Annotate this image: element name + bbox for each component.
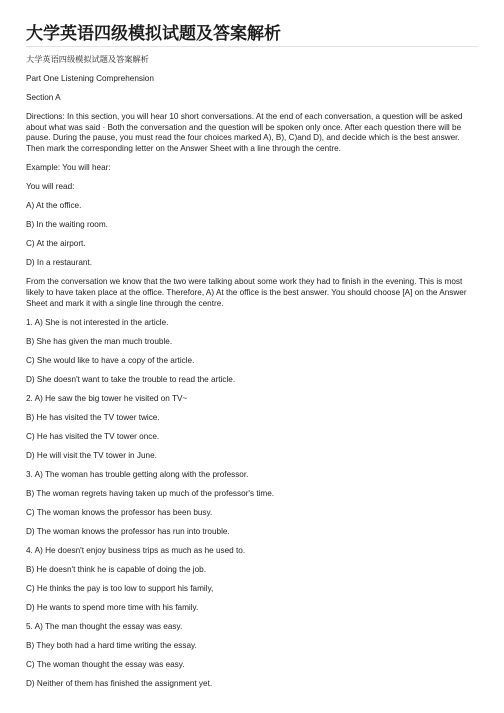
body-paragraph: B) He doesn't think he is capable of doing the job.	[26, 564, 206, 574]
body-paragraph: B) In the waiting room.	[26, 220, 108, 230]
body-paragraph: 4. A) He doesn't enjoy business trips as much as he used to.	[26, 545, 246, 555]
body-paragraph: B) The woman regrets having taken up much of the professor's time.	[26, 488, 275, 498]
body-paragraph: B) He has visited the TV tower twice.	[26, 412, 160, 422]
body-paragraph: 1. A) She is not interested in the article.	[26, 317, 169, 327]
body-paragraph: A) At the office.	[26, 201, 82, 211]
body-paragraph: C) The woman knows the professor has been busy.	[26, 507, 213, 517]
body-paragraph: C) He has visited the TV tower once.	[26, 431, 160, 441]
body-paragraph: D) She doesn't want to take the trouble to read the article.	[26, 374, 236, 384]
body-paragraph: Section A	[26, 93, 61, 102]
body-paragraph: C) He thinks the pay is too low to support his family,	[26, 583, 214, 593]
body-paragraph: 2. A) He saw the big tower he visited on TV~	[26, 393, 188, 403]
body-paragraph: 3. A) The woman has trouble getting along with the professor.	[26, 469, 249, 479]
body-paragraph: D) Neither of them has finished the assignment yet.	[26, 678, 213, 688]
body-paragraph: 大学英语四级模拟试题及答案解析	[26, 55, 149, 64]
document-body	[26, 55, 478, 698]
body-paragraph: C) The woman thought the essay was easy.	[26, 659, 185, 669]
body-paragraph: D) In a restaurant.	[26, 258, 92, 268]
body-paragraph: D) He wants to spend more time with his family.	[26, 602, 199, 612]
body-paragraph: Part One Listening Comprehension	[26, 74, 154, 83]
body-paragraph: 5. A) The man thought the essay was easy.	[26, 621, 183, 631]
body-paragraph: D) He will visit the TV tower in June.	[26, 450, 157, 460]
body-paragraph: You will read:	[26, 182, 75, 192]
body-paragraph: C) She would like to have a copy of the article.	[26, 355, 195, 365]
body-paragraph: From the conversation we know that the two were talking about some work they had to finish in the evening. This is most likely to have taken place at the office. Therefore, A) At the office is the best answer. You should choose [A] on the Answer Sheet and mark it with a single line through the centre.	[26, 277, 467, 308]
body-paragraph: Example: You will hear:	[26, 163, 111, 173]
body-paragraph: C) At the airport.	[26, 239, 86, 249]
body-paragraph: D) The woman knows the professor has run into trouble.	[26, 526, 230, 536]
document-title: 大学英语四级模拟试题及答案解析	[26, 24, 281, 44]
body-paragraph: B) She has given the man much trouble.	[26, 336, 173, 346]
body-paragraph: Directions: In this section, you will hear 10 short conversations. At the end of each conversation, a question will be asked about what was said · Both the conversation and the question will be spoken only once. After each question there will be pause. During the pause, you must read the four choices marked A), B), C)and D), and decide which is the best answer. Then mark the corresponding letter on the Answer Sheet with a line through the centre.	[26, 112, 463, 154]
title-divider	[26, 46, 478, 47]
body-paragraph: B) They both had a hard time writing the essay.	[26, 640, 197, 650]
